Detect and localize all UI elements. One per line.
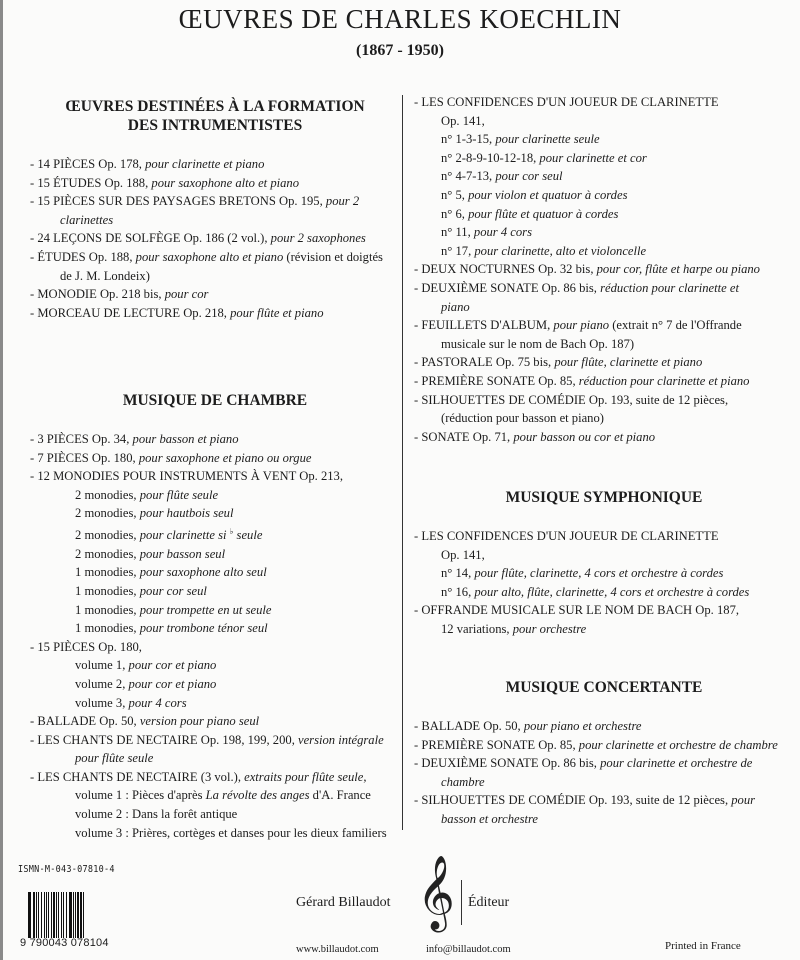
instrumentation-text: pour saxophone alto et piano [151, 175, 300, 190]
work-text: - LES CONFIDENCES D'UN JOUEUR DE CLARINETTE [414, 529, 719, 543]
instrumentation-text: clarinettes [60, 212, 114, 227]
treble-clef-logo-icon: 𝄞 [417, 856, 455, 930]
work-entry [30, 192, 400, 211]
work-text: volume 2 : Dans la forêt antique [75, 807, 238, 822]
instrumentation-text: pour 4 cors [128, 695, 187, 710]
work-entry [414, 754, 794, 773]
instrumentation-text: pour clarinette seule [495, 132, 600, 147]
ismn-code: ISMN-M-043-07810-4 [18, 864, 115, 875]
work-text: 2 monodies, [75, 487, 140, 502]
page-title: ŒUVRES DE CHARLES KOECHLIN [178, 4, 622, 34]
instrumentation-text: pour saxophone et piano ou orgue [138, 450, 312, 465]
work-entry-detail [414, 205, 794, 224]
work-entry-detail [414, 130, 794, 149]
work-text: - DEUXIÈME SONATE Op. 86 bis, [414, 756, 601, 771]
email-link[interactable]: info@billaudot.com [426, 944, 511, 955]
work-text: - 15 PIÈCES Op. 180, [30, 639, 142, 654]
work-text: 12 variations, [441, 621, 513, 636]
instrumentation-text: pour basson et piano [132, 432, 239, 446]
work-entry-detail [414, 810, 794, 829]
instrumentation-text: pour flûte et quatuor à cordes [468, 206, 619, 221]
work-text: - SONATE Op. 71, [414, 429, 514, 444]
work-entry-detail [30, 523, 400, 545]
instrumentation-text: pour alto, flûte, clarinette, 4 cors et orchestre à cordes [474, 584, 750, 599]
work-entry [30, 638, 400, 657]
website-link[interactable]: www.billaudot.com [296, 944, 379, 955]
work-text: (réduction pour basson et piano) [441, 411, 604, 426]
instrumentation-text: pour clarinette et orchestre de [600, 756, 753, 771]
work-text: - BALLADE Op. 50, [414, 719, 524, 733]
work-text: - LES CHANTS DE NECTAIRE (3 vol.), [30, 769, 245, 784]
barcode-bar [36, 892, 37, 938]
work-entry [30, 449, 400, 468]
barcode-bar [75, 892, 76, 938]
barcode-bar [56, 892, 57, 938]
instrumentation-text: pour saxophone alto seul [139, 565, 267, 580]
instrumentation-text: pour orchestre [512, 621, 587, 636]
work-text: volume 1, [75, 658, 129, 673]
work-text: n° 2-8-9-10-12-18, [441, 150, 540, 165]
work-entry-detail [30, 545, 400, 564]
work-entry-detail [30, 582, 400, 601]
work-text: - DEUXIÈME SONATE Op. 86 bis, [414, 280, 601, 295]
column-divider [402, 95, 403, 830]
work-entry [30, 174, 400, 193]
barcode-bar [70, 892, 72, 938]
work-text: n° 6, [441, 206, 469, 221]
work-text: - BALLADE Op. 50, [30, 714, 140, 729]
work-entry [414, 601, 794, 620]
work-text: 1 monodies, [75, 583, 140, 598]
work-text: - PASTORALE Op. 75 bis, [414, 355, 555, 370]
work-entry [414, 372, 794, 391]
instrumentation-text: pour piano et orchestre [523, 719, 642, 733]
instrumentation-text: pour basson seul [139, 546, 226, 561]
instrumentation-text: chambre [441, 774, 485, 789]
work-entry [30, 768, 400, 787]
work-text: n° 1-3-15, [441, 132, 496, 147]
work-entry-detail [414, 546, 794, 565]
publisher-role: Éditeur [468, 895, 510, 910]
work-entry-detail [414, 223, 794, 242]
work-entry-detail [30, 749, 400, 768]
work-text: 2 monodies, [75, 528, 140, 543]
work-text: 1 monodies, [75, 602, 140, 617]
work-text: Op. 141, [441, 113, 485, 128]
page-edge [0, 0, 3, 960]
work-text: d'A. France [309, 788, 371, 803]
instrumentation-text: pour clarinette et orchestre de chambre [578, 737, 778, 752]
instrumentation-text: version intégrale [298, 732, 384, 747]
work-entry-detail [30, 694, 400, 713]
instrumentation-text: pour 2 [325, 194, 360, 209]
work-text: 1 monodies, [75, 621, 140, 636]
section-heading-line: ŒUVRES DESTINÉES À LA FORMATION [65, 98, 365, 115]
work-entry-detail [414, 409, 794, 428]
instrumentation-text: pour flûte, clarinette et piano [554, 355, 703, 370]
work-entry-detail [414, 335, 794, 354]
work-text: (extrait n° 7 de l'Offrande [609, 318, 742, 333]
work-entry-detail [30, 267, 400, 286]
work-entry [414, 260, 794, 279]
barcode-bar [66, 892, 67, 938]
instrumentation-text: pour flûte, clarinette, 4 cors et orchestre à cordes [474, 566, 724, 581]
work-text: - PREMIÈRE SONATE Op. 85, [414, 373, 579, 388]
instrumentation-text: pour violon et quatuor à cordes [468, 187, 628, 202]
barcode-bar [63, 892, 64, 938]
work-text: Op. 141, [441, 547, 485, 562]
work-entry-detail [414, 298, 794, 317]
barcode-bar [77, 892, 79, 938]
work-entry-detail [30, 824, 400, 843]
work-text: - LES CHANTS DE NECTAIRE Op. 198, 199, 200, [30, 732, 298, 747]
work-text: 2 monodies, [75, 546, 140, 561]
work-entry [30, 731, 400, 750]
work-text: 2 monodies, [75, 506, 140, 521]
instrumentation-text: pour clarinette et cor [539, 150, 647, 165]
section-concertante [414, 678, 794, 829]
section-heading-line: DES INTRUMENTISTES [127, 117, 303, 134]
work-entry [414, 279, 794, 298]
instrumentation-text: basson et orchestre [441, 811, 539, 826]
instrumentation-text: pour cor, flûte et harpe ou piano [596, 262, 760, 277]
barcode-bar [46, 892, 48, 938]
instrumentation-text: pour clarinette, alto et violoncelle [474, 243, 647, 258]
work-entry [414, 791, 794, 810]
work-entry-detail [414, 242, 794, 261]
work-entry-detail [414, 620, 794, 639]
work-text: - 12 MONODIES POUR INSTRUMENTS À VENT Op. 213, [30, 469, 343, 484]
work-text: - 24 LEÇONS DE SOLFÈGE Op. 186 (2 vol.), [30, 231, 271, 246]
work-entry-detail [30, 486, 400, 505]
work-entry-detail [30, 656, 400, 675]
work-text: volume 3 : Prières, cortèges et danses pour les dieux familiers [75, 825, 387, 840]
work-entry [414, 391, 794, 410]
instrumentation-text: pour flûte et piano [230, 305, 324, 320]
work-entry-detail [30, 675, 400, 694]
section-heading-line: MUSIQUE DE CHAMBRE [122, 392, 308, 409]
work-entry-detail [30, 805, 400, 824]
instrumentation-text: piano [441, 299, 470, 314]
instrumentation-text: pour piano [553, 318, 610, 333]
work-text: (révision et doigtés [283, 249, 383, 264]
instrumentation-text: réduction pour clarinette et piano [578, 373, 750, 388]
barcode-bar [38, 892, 40, 938]
instrumentation-text: La révolte des anges [205, 788, 310, 803]
instrumentation-text: pour trompette en ut seule [139, 602, 272, 617]
work-entry [30, 155, 400, 174]
instrumentation-text: pour 4 cors [473, 225, 532, 240]
work-text: - 14 PIÈCES Op. 178, [30, 157, 146, 171]
work-entry-detail [30, 563, 400, 582]
work-entry [30, 304, 400, 323]
work-text: - SILHOUETTES DE COMÉDIE Op. 193, suite de 12 pièces, [414, 793, 732, 808]
section-heading [30, 97, 400, 135]
work-entry [414, 353, 794, 372]
composer-dates: (1867 - 1950) [356, 42, 444, 59]
work-entry-detail [414, 564, 794, 583]
work-text: - 3 PIÈCES Op. 34, [30, 432, 133, 446]
work-entry [30, 285, 400, 304]
publisher-name: Gérard Billaudot [296, 895, 391, 910]
work-entry [414, 717, 794, 736]
instrumentation-text: pour flûte seule [75, 751, 154, 766]
work-entry-detail [414, 149, 794, 168]
work-text: n° 14, [441, 566, 475, 581]
work-entry [414, 527, 794, 546]
section-heading [414, 678, 794, 697]
work-entry [30, 248, 400, 267]
work-entry-detail [414, 112, 794, 131]
work-text: - 15 ÉTUDES Op. 188, [30, 175, 152, 190]
work-text: - MONODIE Op. 218 bis, [30, 287, 165, 302]
instrumentation-text: pour clarinette si ♭ seule [139, 526, 263, 543]
work-text: - FEUILLETS D'ALBUM, [414, 318, 554, 333]
work-entry-detail [30, 601, 400, 620]
instrumentation-text: pour 2 saxophones [270, 231, 366, 246]
work-text: musicale sur le nom de Bach Op. 187) [441, 336, 635, 351]
instrumentation-text: pour [731, 793, 756, 808]
barcode-bar [48, 892, 49, 938]
work-text: volume 1 : Pièces d'après [75, 788, 206, 803]
instrumentation-text: pour cor seul [139, 583, 207, 598]
work-entry [414, 736, 794, 755]
section-heading [414, 488, 794, 507]
section-heading-line: MUSIQUE CONCERTANTE [505, 679, 703, 696]
section-formation [30, 97, 400, 322]
instrumentation-text: pour saxophone alto et piano [135, 249, 284, 264]
instrumentation-text: pour cor seul [495, 169, 563, 184]
work-text: de J. M. Londeix) [60, 268, 150, 283]
barcode-bar [73, 892, 75, 938]
work-entry-detail [414, 583, 794, 602]
printed-in: Printed in France [665, 940, 741, 952]
work-entry [414, 428, 794, 447]
instrumentation-text: extraits pour flûte seule, [244, 769, 367, 784]
work-entry-detail [414, 773, 794, 792]
barcode [28, 892, 100, 938]
barcode-bar [69, 892, 70, 938]
work-entry-detail [30, 211, 400, 230]
barcode-bar [58, 892, 59, 938]
work-entry [30, 430, 400, 449]
section-heading-line: MUSIQUE SYMPHONIQUE [505, 489, 703, 506]
barcode-bar [28, 892, 30, 938]
instrumentation-text: version pour piano seul [139, 714, 260, 729]
work-text: n° 4-7-13, [441, 169, 496, 184]
section-heading [30, 391, 400, 410]
barcode-bar [41, 892, 42, 938]
work-text: n° 16, [441, 584, 475, 599]
work-text: 1 monodies, [75, 565, 140, 580]
work-entry-detail [30, 619, 400, 638]
section-chambre-continued [414, 93, 794, 446]
instrumentation-text: pour basson ou cor et piano [513, 429, 656, 444]
work-text: - OFFRANDE MUSICALE SUR LE NOM DE BACH Op. 187, [414, 603, 740, 618]
work-entry-detail [30, 786, 400, 805]
section-symphonique [414, 488, 794, 639]
barcode-bar [30, 892, 31, 938]
work-text: n° 17, [441, 243, 475, 258]
work-text: - 7 PIÈCES Op. 180, [30, 450, 139, 465]
instrumentation-text: pour hautbois seul [139, 506, 234, 521]
instrumentation-text: pour flûte seule [139, 487, 219, 502]
barcode-bar [44, 892, 45, 938]
instrumentation-text: réduction pour clarinette et [600, 280, 739, 295]
work-entry [30, 712, 400, 731]
work-text: - MORCEAU DE LECTURE Op. 218, [30, 305, 231, 320]
instrumentation-text: pour trombone ténor seul [139, 621, 268, 636]
work-text: - ÉTUDES Op. 188, [30, 249, 136, 264]
instrumentation-text: pour clarinette et piano [145, 157, 265, 171]
section-chambre [30, 391, 400, 842]
work-text: n° 11, [441, 225, 474, 240]
barcode-bar [61, 892, 63, 938]
logo-divider [461, 880, 462, 925]
work-entry [30, 229, 400, 248]
barcode-number: 9 790043 078104 [20, 937, 109, 949]
work-entry [414, 93, 794, 112]
work-entry-detail [30, 504, 400, 523]
work-text: volume 3, [75, 695, 129, 710]
work-text: - PREMIÈRE SONATE Op. 85, [414, 737, 579, 752]
instrumentation-text: pour cor et piano [128, 676, 217, 691]
work-entry-detail [414, 167, 794, 186]
barcode-bar [83, 892, 84, 938]
work-text: - 15 PIÈCES SUR DES PAYSAGES BRETONS Op. 195, [30, 194, 326, 209]
work-text: n° 5, [441, 187, 469, 202]
work-entry [30, 467, 400, 486]
instrumentation-text: pour cor [164, 287, 209, 302]
barcode-bar [53, 892, 55, 938]
work-text: volume 2, [75, 676, 129, 691]
work-entry [414, 316, 794, 335]
work-text: - DEUX NOCTURNES Op. 32 bis, [414, 262, 597, 277]
barcode-bar [33, 892, 35, 938]
barcode-bar [80, 892, 82, 938]
work-text: - SILHOUETTES DE COMÉDIE Op. 193, suite de 12 pièces, [414, 392, 729, 407]
work-text: - LES CONFIDENCES D'UN JOUEUR DE CLARINETTE [414, 95, 719, 109]
work-entry-detail [414, 186, 794, 205]
instrumentation-text: pour cor et piano [128, 658, 217, 673]
barcode-bar [51, 892, 52, 938]
